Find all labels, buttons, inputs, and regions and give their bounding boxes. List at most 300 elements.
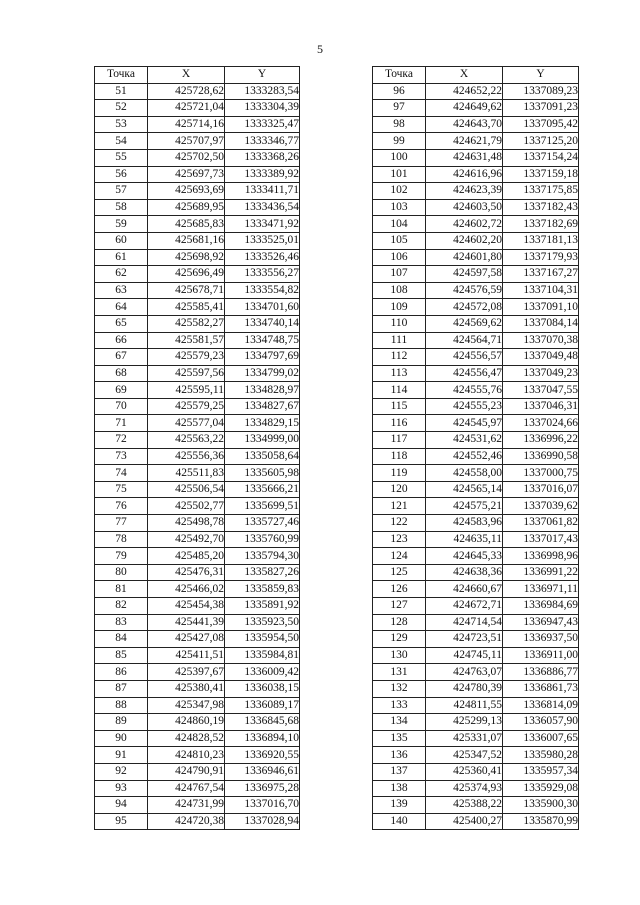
x-cell: 424631,48 <box>426 149 503 166</box>
x-cell: 425714,16 <box>148 116 225 133</box>
x-cell: 424545,97 <box>426 415 503 432</box>
y-cell: 1337089,23 <box>503 83 579 100</box>
x-cell: 425360,41 <box>426 763 503 780</box>
point-cell: 80 <box>95 564 148 581</box>
y-cell: 1337091,23 <box>503 100 579 117</box>
x-cell: 425698,92 <box>148 249 225 266</box>
table-row <box>373 647 579 664</box>
coordinates-table-right <box>372 66 579 830</box>
table-row <box>95 365 300 382</box>
y-cell: 1335727,46 <box>225 515 300 532</box>
point-cell: 92 <box>95 763 148 780</box>
x-cell: 424810,23 <box>148 747 225 764</box>
table-row <box>95 299 300 316</box>
point-cell: 70 <box>95 398 148 415</box>
y-cell: 1336990,58 <box>503 448 579 465</box>
x-cell: 424576,59 <box>426 282 503 299</box>
x-cell: 424558,00 <box>426 465 503 482</box>
y-cell: 1337049,23 <box>503 365 579 382</box>
point-cell: 59 <box>95 216 148 233</box>
table-row <box>373 232 579 249</box>
table-row <box>373 183 579 200</box>
point-cell: 124 <box>373 548 426 565</box>
point-cell: 69 <box>95 382 148 399</box>
y-cell: 1336975,28 <box>225 780 300 797</box>
point-cell: 90 <box>95 730 148 747</box>
y-cell: 1334827,67 <box>225 398 300 415</box>
y-cell: 1333526,46 <box>225 249 300 266</box>
y-cell: 1336089,17 <box>225 697 300 714</box>
y-cell: 1333554,82 <box>225 282 300 299</box>
table-row <box>95 249 300 266</box>
point-cell: 122 <box>373 515 426 532</box>
table-row <box>373 133 579 150</box>
x-cell: 425400,27 <box>426 813 503 830</box>
x-cell: 425577,04 <box>148 415 225 432</box>
point-cell: 65 <box>95 315 148 332</box>
x-cell: 424621,79 <box>426 133 503 150</box>
table-row <box>95 780 300 797</box>
table-row <box>373 199 579 216</box>
x-cell: 424556,57 <box>426 349 503 366</box>
x-cell: 425347,98 <box>148 697 225 714</box>
point-cell: 123 <box>373 531 426 548</box>
point-cell: 53 <box>95 116 148 133</box>
x-cell: 425485,20 <box>148 548 225 565</box>
x-cell: 424564,71 <box>426 332 503 349</box>
point-cell: 83 <box>95 614 148 631</box>
y-cell: 1335984,81 <box>225 647 300 664</box>
table-row <box>373 282 579 299</box>
point-cell: 54 <box>95 133 148 150</box>
x-cell: 425466,02 <box>148 581 225 598</box>
y-cell: 1336984,69 <box>503 598 579 615</box>
table-row <box>95 647 300 664</box>
table-row <box>95 398 300 415</box>
table-row <box>373 266 579 283</box>
y-cell: 1335058,64 <box>225 448 300 465</box>
table-row <box>373 730 579 747</box>
x-cell: 425702,50 <box>148 149 225 166</box>
header-point: Точка <box>373 67 426 84</box>
y-cell: 1336038,15 <box>225 680 300 697</box>
x-cell: 424552,46 <box>426 448 503 465</box>
table-row <box>373 813 579 830</box>
y-cell: 1337182,69 <box>503 216 579 233</box>
y-cell: 1337039,62 <box>503 498 579 515</box>
table-row <box>373 149 579 166</box>
point-cell: 78 <box>95 531 148 548</box>
table-row <box>95 83 300 100</box>
table-row <box>373 100 579 117</box>
x-cell: 425388,22 <box>426 797 503 814</box>
point-cell: 100 <box>373 149 426 166</box>
table-row <box>373 515 579 532</box>
x-cell: 425579,25 <box>148 398 225 415</box>
table-row <box>95 266 300 283</box>
point-cell: 110 <box>373 315 426 332</box>
y-cell: 1337125,20 <box>503 133 579 150</box>
point-cell: 119 <box>373 465 426 482</box>
y-cell: 1336991,22 <box>503 564 579 581</box>
x-cell: 424652,22 <box>426 83 503 100</box>
y-cell: 1336937,50 <box>503 631 579 648</box>
table-row <box>373 680 579 697</box>
point-cell: 91 <box>95 747 148 764</box>
y-cell: 1336894,10 <box>225 730 300 747</box>
x-cell: 424635,11 <box>426 531 503 548</box>
x-cell: 424723,51 <box>426 631 503 648</box>
table-row <box>95 481 300 498</box>
y-cell: 1336007,65 <box>503 730 579 747</box>
point-cell: 84 <box>95 631 148 648</box>
point-cell: 87 <box>95 680 148 697</box>
y-cell: 1337159,18 <box>503 166 579 183</box>
table-row <box>373 83 579 100</box>
table-row <box>373 249 579 266</box>
header-x: X <box>148 67 225 84</box>
point-cell: 71 <box>95 415 148 432</box>
table-row <box>373 415 579 432</box>
x-cell: 425689,95 <box>148 199 225 216</box>
table-row <box>95 415 300 432</box>
y-cell: 1337047,55 <box>503 382 579 399</box>
header-y: Y <box>503 67 579 84</box>
x-cell: 424763,07 <box>426 664 503 681</box>
y-cell: 1333436,54 <box>225 199 300 216</box>
y-cell: 1337016,70 <box>225 797 300 814</box>
table-row <box>373 614 579 631</box>
point-cell: 133 <box>373 697 426 714</box>
y-cell: 1337154,24 <box>503 149 579 166</box>
x-cell: 425597,56 <box>148 365 225 382</box>
table-row <box>95 216 300 233</box>
x-cell: 424531,62 <box>426 432 503 449</box>
y-cell: 1333304,39 <box>225 100 300 117</box>
point-cell: 129 <box>373 631 426 648</box>
table-row <box>95 581 300 598</box>
y-cell: 1334740,14 <box>225 315 300 332</box>
point-cell: 79 <box>95 548 148 565</box>
x-cell: 424601,80 <box>426 249 503 266</box>
point-cell: 82 <box>95 598 148 615</box>
coordinates-table-left <box>94 66 300 830</box>
table-row <box>373 299 579 316</box>
point-cell: 121 <box>373 498 426 515</box>
x-cell: 424828,52 <box>148 730 225 747</box>
point-cell: 75 <box>95 481 148 498</box>
x-cell: 425411,51 <box>148 647 225 664</box>
point-cell: 137 <box>373 763 426 780</box>
y-cell: 1333389,92 <box>225 166 300 183</box>
table-row <box>95 763 300 780</box>
point-cell: 62 <box>95 266 148 283</box>
x-cell: 424555,23 <box>426 398 503 415</box>
point-cell: 74 <box>95 465 148 482</box>
y-cell: 1337181,13 <box>503 232 579 249</box>
table-row <box>95 465 300 482</box>
x-cell: 425697,73 <box>148 166 225 183</box>
y-cell: 1337167,27 <box>503 266 579 283</box>
table-row <box>95 531 300 548</box>
table-row <box>373 315 579 332</box>
point-cell: 98 <box>373 116 426 133</box>
point-cell: 118 <box>373 448 426 465</box>
y-cell: 1337095,42 <box>503 116 579 133</box>
point-cell: 68 <box>95 365 148 382</box>
table-row <box>95 116 300 133</box>
header-y: Y <box>225 67 300 84</box>
page-number: 5 <box>317 42 323 56</box>
table-row <box>95 813 300 830</box>
y-cell: 1335666,21 <box>225 481 300 498</box>
y-cell: 1335699,51 <box>225 498 300 515</box>
x-cell: 424780,39 <box>426 680 503 697</box>
y-cell: 1333346,77 <box>225 133 300 150</box>
point-cell: 66 <box>95 332 148 349</box>
y-cell: 1333556,27 <box>225 266 300 283</box>
y-cell: 1336861,73 <box>503 680 579 697</box>
x-cell: 424645,33 <box>426 548 503 565</box>
table-row <box>95 714 300 731</box>
table-row <box>373 382 579 399</box>
table-row <box>95 797 300 814</box>
point-cell: 135 <box>373 730 426 747</box>
x-cell: 424745,11 <box>426 647 503 664</box>
point-cell: 72 <box>95 432 148 449</box>
table-row <box>373 664 579 681</box>
x-cell: 425585,41 <box>148 299 225 316</box>
y-cell: 1337016,07 <box>503 481 579 498</box>
y-cell: 1337179,93 <box>503 249 579 266</box>
y-cell: 1337049,48 <box>503 349 579 366</box>
y-cell: 1334748,75 <box>225 332 300 349</box>
x-cell: 425331,07 <box>426 730 503 747</box>
table-row <box>373 747 579 764</box>
table-row <box>95 199 300 216</box>
table-row <box>95 747 300 764</box>
table-row <box>95 183 300 200</box>
point-cell: 127 <box>373 598 426 615</box>
x-cell: 424575,21 <box>426 498 503 515</box>
x-cell: 424602,72 <box>426 216 503 233</box>
y-cell: 1337175,85 <box>503 183 579 200</box>
point-cell: 86 <box>95 664 148 681</box>
point-cell: 138 <box>373 780 426 797</box>
table-row <box>95 598 300 615</box>
y-cell: 1334797,69 <box>225 349 300 366</box>
point-cell: 85 <box>95 647 148 664</box>
table-row <box>373 531 579 548</box>
y-cell: 1336009,42 <box>225 664 300 681</box>
table-row <box>95 664 300 681</box>
x-cell: 425397,67 <box>148 664 225 681</box>
point-cell: 117 <box>373 432 426 449</box>
y-cell: 1333325,47 <box>225 116 300 133</box>
x-cell: 425556,36 <box>148 448 225 465</box>
x-cell: 424731,99 <box>148 797 225 814</box>
point-cell: 95 <box>95 813 148 830</box>
table-row <box>95 730 300 747</box>
table-row <box>95 680 300 697</box>
point-cell: 125 <box>373 564 426 581</box>
table-row <box>95 349 300 366</box>
y-cell: 1337061,82 <box>503 515 579 532</box>
point-cell: 58 <box>95 199 148 216</box>
y-cell: 1335870,99 <box>503 813 579 830</box>
x-cell: 424767,54 <box>148 780 225 797</box>
table-row <box>95 232 300 249</box>
point-cell: 112 <box>373 349 426 366</box>
point-cell: 107 <box>373 266 426 283</box>
point-cell: 132 <box>373 680 426 697</box>
x-cell: 425380,41 <box>148 680 225 697</box>
x-cell: 424602,20 <box>426 232 503 249</box>
table-row <box>373 365 579 382</box>
table-row <box>95 432 300 449</box>
point-cell: 61 <box>95 249 148 266</box>
x-cell: 425693,69 <box>148 183 225 200</box>
y-cell: 1336996,22 <box>503 432 579 449</box>
y-cell: 1335980,28 <box>503 747 579 764</box>
x-cell: 424643,70 <box>426 116 503 133</box>
y-cell: 1336947,43 <box>503 614 579 631</box>
x-cell: 425707,97 <box>148 133 225 150</box>
point-cell: 56 <box>95 166 148 183</box>
x-cell: 425579,23 <box>148 349 225 366</box>
table-row <box>373 631 579 648</box>
table-row <box>373 797 579 814</box>
y-cell: 1336911,00 <box>503 647 579 664</box>
x-cell: 425721,04 <box>148 100 225 117</box>
x-cell: 424565,14 <box>426 481 503 498</box>
y-cell: 1336814,09 <box>503 697 579 714</box>
table-row <box>373 763 579 780</box>
x-cell: 425581,57 <box>148 332 225 349</box>
x-cell: 425492,70 <box>148 531 225 548</box>
point-cell: 109 <box>373 299 426 316</box>
x-cell: 425374,93 <box>426 780 503 797</box>
point-cell: 131 <box>373 664 426 681</box>
y-cell: 1337091,10 <box>503 299 579 316</box>
point-cell: 116 <box>373 415 426 432</box>
point-cell: 99 <box>373 133 426 150</box>
point-cell: 57 <box>95 183 148 200</box>
table-row <box>373 465 579 482</box>
y-cell: 1337000,75 <box>503 465 579 482</box>
y-cell: 1336946,61 <box>225 763 300 780</box>
table-row <box>95 631 300 648</box>
table-row <box>95 448 300 465</box>
table-row <box>95 548 300 565</box>
x-cell: 425347,52 <box>426 747 503 764</box>
y-cell: 1335760,99 <box>225 531 300 548</box>
point-cell: 120 <box>373 481 426 498</box>
y-cell: 1333471,92 <box>225 216 300 233</box>
y-cell: 1335957,34 <box>503 763 579 780</box>
x-cell: 425441,39 <box>148 614 225 631</box>
y-cell: 1334829,15 <box>225 415 300 432</box>
point-cell: 67 <box>95 349 148 366</box>
table-row <box>373 448 579 465</box>
y-cell: 1337182,43 <box>503 199 579 216</box>
y-cell: 1337028,94 <box>225 813 300 830</box>
point-cell: 105 <box>373 232 426 249</box>
table-row <box>373 581 579 598</box>
table-row <box>373 498 579 515</box>
x-cell: 424583,96 <box>426 515 503 532</box>
x-cell: 424660,67 <box>426 581 503 598</box>
point-cell: 93 <box>95 780 148 797</box>
header-x: X <box>426 67 503 84</box>
table-row <box>95 564 300 581</box>
table-row <box>95 100 300 117</box>
y-cell: 1333368,26 <box>225 149 300 166</box>
point-cell: 115 <box>373 398 426 415</box>
point-cell: 104 <box>373 216 426 233</box>
x-cell: 425498,78 <box>148 515 225 532</box>
y-cell: 1334828,97 <box>225 382 300 399</box>
table-row <box>373 398 579 415</box>
y-cell: 1337046,31 <box>503 398 579 415</box>
header-point: Точка <box>95 67 148 84</box>
point-cell: 134 <box>373 714 426 731</box>
table-row <box>373 598 579 615</box>
point-cell: 52 <box>95 100 148 117</box>
table-row <box>95 282 300 299</box>
x-cell: 425728,62 <box>148 83 225 100</box>
x-cell: 425476,31 <box>148 564 225 581</box>
table-body-left <box>95 83 300 830</box>
y-cell: 1335900,30 <box>503 797 579 814</box>
x-cell: 424623,39 <box>426 183 503 200</box>
y-cell: 1335923,50 <box>225 614 300 631</box>
y-cell: 1337024,66 <box>503 415 579 432</box>
x-cell: 424616,96 <box>426 166 503 183</box>
point-cell: 76 <box>95 498 148 515</box>
point-cell: 97 <box>373 100 426 117</box>
x-cell: 424569,62 <box>426 315 503 332</box>
point-cell: 103 <box>373 199 426 216</box>
x-cell: 425502,77 <box>148 498 225 515</box>
y-cell: 1333525,01 <box>225 232 300 249</box>
y-cell: 1336886,77 <box>503 664 579 681</box>
x-cell: 424556,47 <box>426 365 503 382</box>
y-cell: 1333411,71 <box>225 183 300 200</box>
table-body-right <box>373 83 579 830</box>
x-cell: 424649,62 <box>426 100 503 117</box>
point-cell: 111 <box>373 332 426 349</box>
y-cell: 1337017,43 <box>503 531 579 548</box>
table-header-row <box>373 67 579 84</box>
x-cell: 425681,16 <box>148 232 225 249</box>
table-row <box>95 166 300 183</box>
point-cell: 101 <box>373 166 426 183</box>
table-row <box>373 780 579 797</box>
x-cell: 425678,71 <box>148 282 225 299</box>
x-cell: 424638,36 <box>426 564 503 581</box>
point-cell: 139 <box>373 797 426 814</box>
y-cell: 1336971,11 <box>503 581 579 598</box>
table-row <box>95 332 300 349</box>
table-row <box>373 216 579 233</box>
table-row <box>373 564 579 581</box>
point-cell: 60 <box>95 232 148 249</box>
x-cell: 425454,38 <box>148 598 225 615</box>
point-cell: 126 <box>373 581 426 598</box>
point-cell: 108 <box>373 282 426 299</box>
table-row <box>95 133 300 150</box>
